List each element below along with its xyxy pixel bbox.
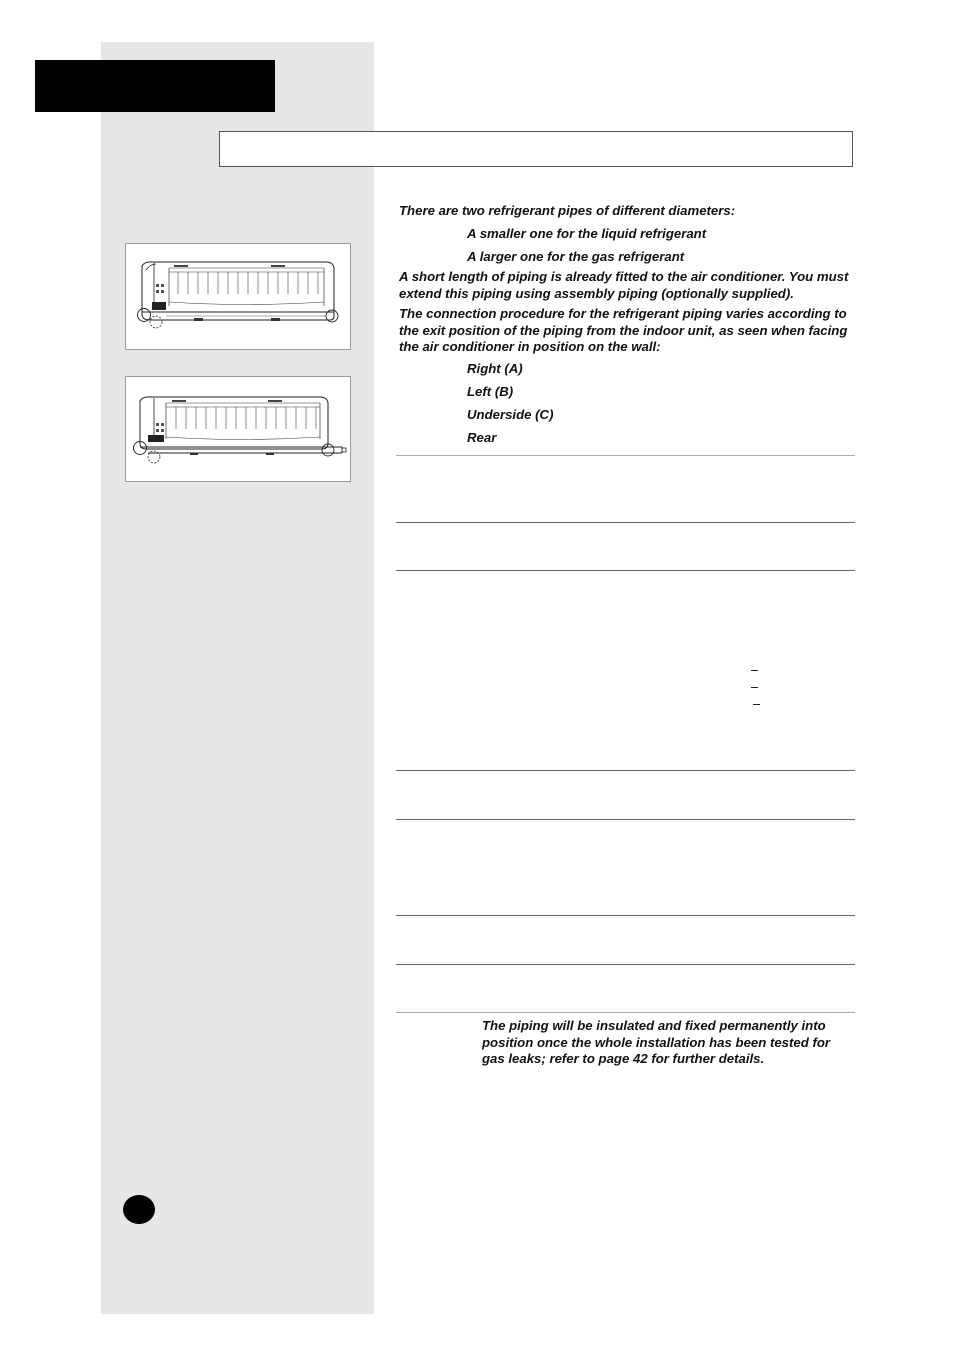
indoor-unit-illustration: [126, 244, 352, 351]
pipe-small-item: A smaller one for the liquid refrigerant: [467, 226, 707, 241]
divider: [396, 819, 855, 820]
page-number-dot: [123, 1195, 155, 1224]
dash-mark: [751, 687, 758, 688]
insulation-note: The piping will be insulated and fixed permanently into position once the whole installation has been tested for gas leaks; refer to page 42 for further details.: [482, 1018, 831, 1066]
divider: [396, 915, 855, 916]
left-sidebar-panel: [101, 42, 374, 1314]
exit-position-left: Left (B): [467, 384, 514, 399]
divider: [396, 770, 855, 771]
exit-position-underside: Underside (C): [467, 407, 554, 422]
section-title-box: [219, 131, 853, 167]
figure-indoor-unit-bottom: [125, 376, 351, 482]
dash-mark: [753, 704, 760, 705]
figure-indoor-unit-top: [125, 243, 351, 350]
pipe-large-item: A larger one for the gas refrigerant: [467, 249, 685, 264]
connection-procedure-paragraph: The connection procedure for the refrigerant piping varies according to the exit position of the piping from the indoor unit, as seen when facing the air conditioner in position on the wall:: [399, 306, 848, 354]
dash-mark: [751, 670, 758, 671]
divider: [396, 570, 855, 571]
divider: [396, 1012, 855, 1013]
exit-position-rear: Rear: [467, 430, 497, 445]
divider: [396, 455, 855, 456]
exit-position-right: Right (A): [467, 361, 523, 376]
divider: [396, 964, 855, 965]
intro-line: There are two refrigerant pipes of different diameters:: [399, 203, 736, 218]
section-header-bar: [35, 60, 275, 112]
indoor-unit-illustration-extended: [126, 377, 352, 483]
divider: [396, 522, 855, 523]
piping-extension-paragraph: A short length of piping is already fitted to the air conditioner. You must extend this piping using assembly piping (optionally supplied).: [399, 269, 849, 301]
